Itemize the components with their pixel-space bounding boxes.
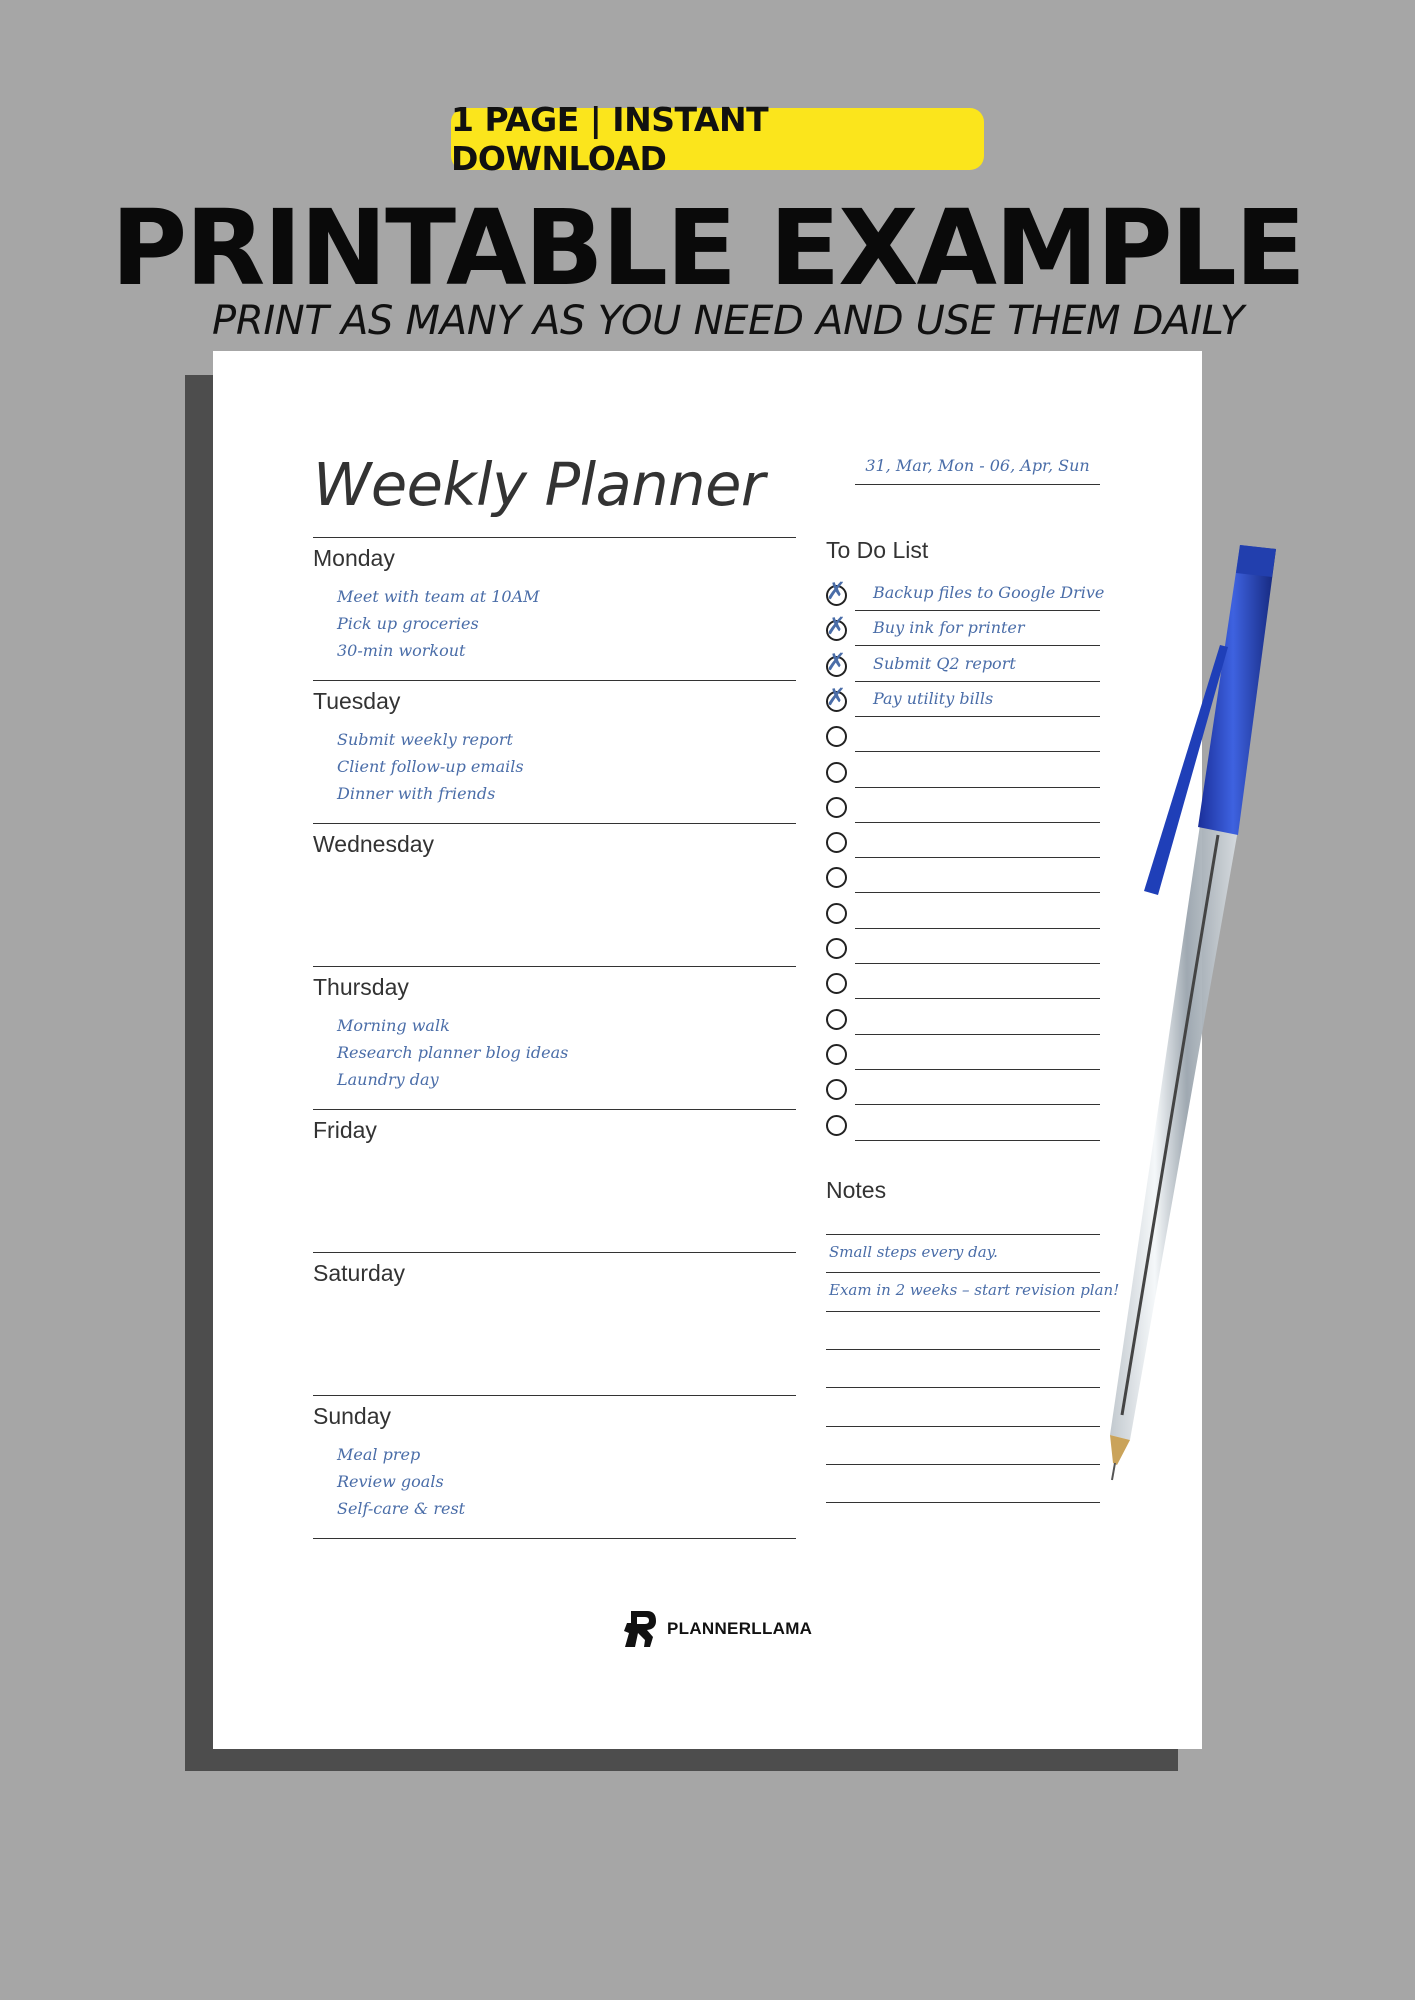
todo-line [855,1104,1100,1105]
todo-item-text: Backup files to Google Drive [873,583,1105,602]
day-note: Morning walk [337,1016,450,1035]
day-label-sunday: Sunday [313,1403,392,1429]
notes-line [826,1272,1100,1273]
day-note: 30-min workout [337,641,466,660]
todo-checkbox[interactable] [826,867,847,888]
todo-checkbox[interactable] [826,1079,847,1100]
ballpoint-pen-image [1100,535,1400,1485]
todo-line [855,751,1100,752]
subline: PRINT AS MANY AS YOU NEED AND USE THEM DAILY [212,298,1244,344]
check-mark-icon: ✗ [826,578,847,605]
day-label-tuesday: Tuesday [313,688,401,714]
day-note: Pick up groceries [337,614,479,633]
day-note: Self-care & rest [337,1499,466,1518]
date-range-underline [855,484,1100,485]
check-mark-icon: ✗ [826,648,847,676]
notes-line-text: Small steps every day. [829,1243,998,1261]
todo-checkbox[interactable] [826,973,847,994]
todo-line [855,645,1100,646]
planner-title: Weekly Planner [313,450,765,519]
llama-logo-icon [623,1609,657,1649]
notes-line [826,1502,1100,1503]
todo-line [855,928,1100,929]
day-label-monday: Monday [313,545,395,571]
todo-line [855,1069,1100,1070]
todo-heading: To Do List [826,537,929,563]
todo-checkbox[interactable] [826,1044,847,1065]
brand-logo [623,1609,812,1649]
todo-item-text: Buy ink for printer [873,618,1025,638]
day-note: Review goals [337,1472,444,1491]
todo-checkbox[interactable] [826,578,847,606]
day-label-thursday: Thursday [313,974,409,1000]
todo-checkbox[interactable] [826,726,847,747]
headline: PRINTABLE EXAMPLE [111,187,1304,309]
day-divider [313,1395,796,1396]
todo-checkbox[interactable] [826,797,847,818]
day-divider [313,1109,796,1110]
day-divider [313,680,796,681]
todo-line [855,1034,1100,1035]
date-range: 31, Mar, Mon - 06, Apr, Sun [865,456,1090,475]
notes-line-text: Exam in 2 weeks – start revision plan! [829,1281,1120,1300]
title-underline [313,537,796,538]
check-mark-icon: ✗ [826,683,847,711]
todo-checkbox[interactable] [826,1115,847,1136]
notes-line [826,1464,1100,1465]
todo-checkbox[interactable] [826,683,847,712]
todo-checkbox[interactable] [826,762,847,783]
todo-line [855,857,1100,858]
todo-checkbox[interactable] [826,903,847,924]
day-divider [313,1252,796,1253]
day-label-wednesday: Wednesday [313,831,435,857]
day-note: Meal prep [337,1445,421,1464]
todo-checkbox[interactable] [826,938,847,959]
day-label-saturday: Saturday [313,1260,406,1286]
brand-name: PLANNERLLAMA [667,1619,813,1638]
day-note: Laundry day [337,1070,439,1089]
todo-line [855,787,1100,788]
todo-checkbox[interactable] [826,1009,847,1030]
day-divider [313,966,796,967]
day-divider [313,1538,796,1539]
day-note: Dinner with friends [337,784,496,803]
notes-line [826,1234,1100,1235]
notes-line [826,1349,1100,1350]
todo-line [855,892,1100,893]
todo-checkbox[interactable] [826,613,847,641]
todo-item-text: Submit Q2 report [873,653,1016,673]
todo-line [855,963,1100,964]
instant-download-badge: 1 PAGE | INSTANT DOWNLOAD [451,108,984,170]
day-label-friday: Friday [313,1117,377,1143]
notes-line [826,1311,1100,1312]
planner-sheet [213,351,1202,1749]
notes-line [826,1387,1100,1388]
notes-heading: Notes [826,1177,887,1203]
todo-checkbox[interactable] [826,832,847,853]
day-note: Submit weekly report [337,730,513,749]
day-note: Client follow-up emails [337,757,524,776]
todo-line [855,822,1100,823]
day-note: Research planner blog ideas [337,1043,569,1062]
todo-line [855,998,1100,999]
todo-line [855,610,1100,611]
notes-line [826,1426,1100,1427]
todo-item-text: Pay utility bills [873,688,994,708]
day-divider [313,823,796,824]
todo-line [855,681,1100,682]
todo-line [855,716,1100,717]
todo-line [855,1140,1100,1141]
day-note: Meet with team at 10AM [337,587,540,606]
check-mark-icon: ✗ [826,613,847,641]
todo-checkbox[interactable] [826,648,847,677]
